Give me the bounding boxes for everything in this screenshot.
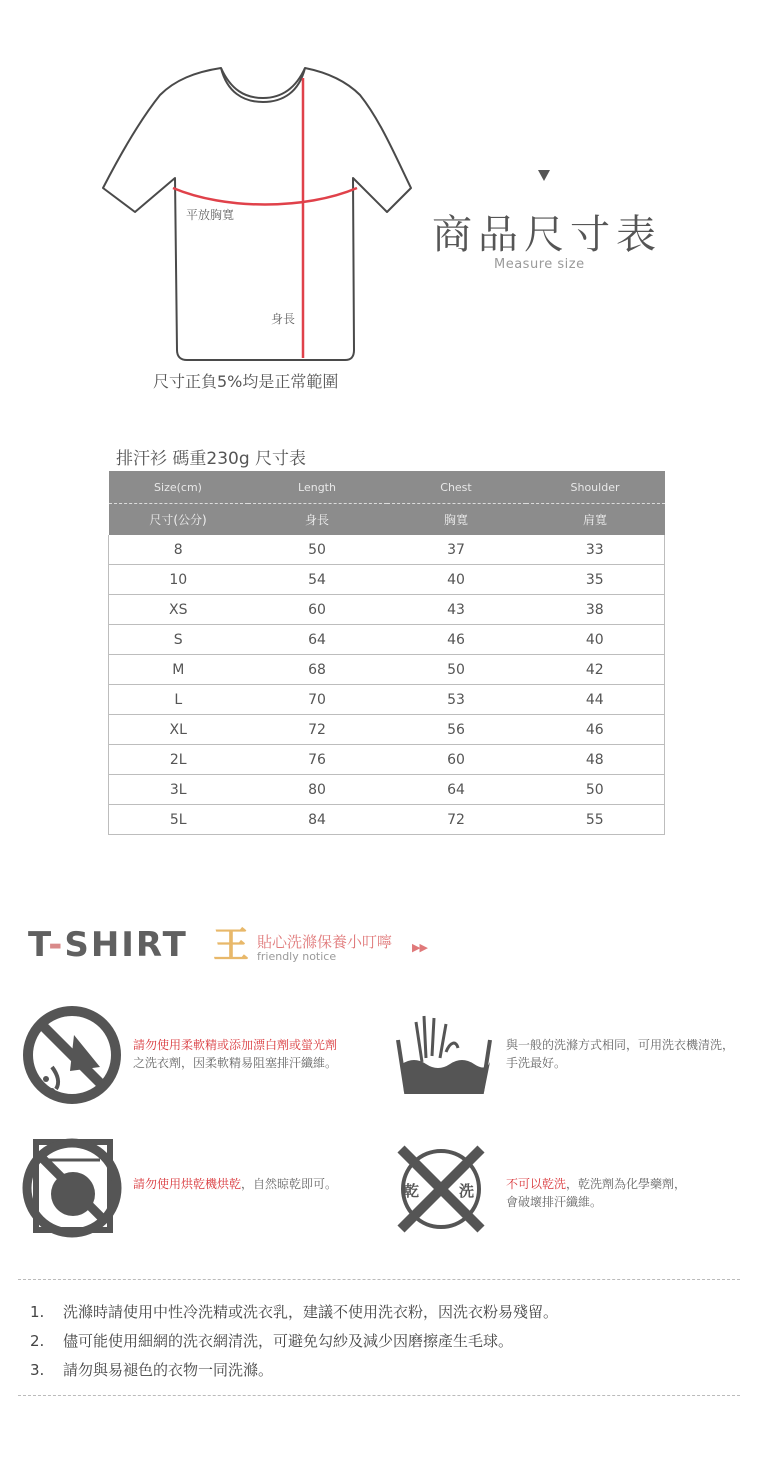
care-line: 與一般的洗滌方式相同，可用洗衣機清洗， [506, 1038, 735, 1052]
table-title: 排汗衫 碼重230g 尺寸表 [116, 449, 307, 469]
header-cell: 尺寸(公分) [109, 504, 248, 536]
brand-mark-icon: 王 [213, 925, 250, 966]
care-text-softener [133, 1036, 337, 1072]
table-cell: 2L [109, 745, 248, 775]
table-cell: M [109, 655, 248, 685]
table-cell: 50 [387, 655, 526, 685]
table-cell: 60 [387, 745, 526, 775]
no-softener-icon [22, 1005, 122, 1105]
table-cell: 37 [387, 535, 526, 565]
care-warning: 請勿使用柔軟精或添加漂白劑或螢光劑 [133, 1038, 338, 1052]
header-cell: 身長 [248, 504, 387, 536]
list-item [30, 1356, 558, 1385]
table-cell: 10 [109, 565, 248, 595]
table-row [109, 775, 665, 805]
dry-clean-char-b: 洗 [459, 1182, 475, 1200]
divider [18, 1279, 740, 1280]
table-cell: 56 [387, 715, 526, 745]
care-text-dryclean [506, 1175, 686, 1211]
brand-text-a: T [28, 925, 49, 965]
header-cell: Shoulder [526, 471, 665, 504]
table-cell: 48 [526, 745, 665, 775]
table-cell: 60 [248, 595, 387, 625]
header-row-en [109, 471, 665, 504]
care-warning: 請勿使用烘乾機烘乾 [133, 1177, 242, 1191]
table-cell: 64 [387, 775, 526, 805]
table-cell: 53 [387, 685, 526, 715]
tip-number: 3. [30, 1361, 45, 1379]
table-cell: 72 [387, 805, 526, 835]
tshirt-diagram [95, 60, 415, 370]
header-cell: 胸寬 [387, 504, 526, 536]
length-label: 身長 [271, 312, 296, 326]
table-cell: 43 [387, 595, 526, 625]
table-cell: 50 [248, 535, 387, 565]
table-cell: 44 [526, 685, 665, 715]
table-row [109, 805, 665, 835]
page-subtitle: Measure size [494, 257, 585, 272]
play-arrows-icon: ▶▶ [412, 941, 427, 954]
hand-wash-icon [392, 1012, 496, 1096]
header-row-cn [109, 504, 665, 536]
list-item [30, 1327, 558, 1356]
care-line: 會破壞排汗纖維。 [506, 1195, 603, 1209]
table-row [109, 715, 665, 745]
no-tumble-dry-icon [22, 1138, 122, 1238]
care-line: ，自然晾乾即可。 [241, 1177, 338, 1191]
care-title: 貼心洗滌保養小叮嚀 [257, 933, 393, 951]
care-line: 之洗衣劑，因柔軟精易阻塞排汗纖維。 [133, 1056, 338, 1070]
care-text-handwash [506, 1036, 734, 1072]
table-cell: 35 [526, 565, 665, 595]
page-title: 商品尺寸表 [432, 212, 662, 258]
table-cell: S [109, 625, 248, 655]
table-cell: 40 [526, 625, 665, 655]
chest-measure-line [173, 188, 357, 205]
table-cell: 54 [248, 565, 387, 595]
chest-label: 平放胸寬 [186, 208, 235, 222]
table-cell: 55 [526, 805, 665, 835]
care-subtitle: friendly notice [257, 950, 337, 963]
table-row [109, 595, 665, 625]
header-cell: Length [248, 471, 387, 504]
table-row [109, 565, 665, 595]
brand-dash: - [48, 925, 65, 965]
tip-text: 洗滌時請使用中性冷洗精或洗衣乳，建議不使用洗衣粉，因洗衣粉易殘留。 [63, 1303, 559, 1321]
tip-number: 2. [30, 1332, 45, 1350]
tip-text: 請勿與易褪色的衣物一同洗滌。 [63, 1361, 274, 1379]
header-cell: Chest [387, 471, 526, 504]
table-row [109, 535, 665, 565]
table-cell: XS [109, 595, 248, 625]
table-cell: 42 [526, 655, 665, 685]
dry-clean-char-a: 乾 [404, 1182, 420, 1200]
tips-list [30, 1298, 558, 1385]
table-cell: 46 [526, 715, 665, 745]
size-table [108, 471, 665, 835]
header-cell: 肩寬 [526, 504, 665, 536]
table-cell: 68 [248, 655, 387, 685]
care-line: ，乾洗劑為化學藥劑， [566, 1177, 687, 1191]
table-cell: 3L [109, 775, 248, 805]
tolerance-note: 尺寸正負5%均是正常範圍 [153, 372, 339, 391]
table-cell: 40 [387, 565, 526, 595]
table-row [109, 685, 665, 715]
table-cell: 5L [109, 805, 248, 835]
table-cell: 76 [248, 745, 387, 775]
table-cell: 72 [248, 715, 387, 745]
table-cell: 38 [526, 595, 665, 625]
table-cell: 8 [109, 535, 248, 565]
table-cell: L [109, 685, 248, 715]
table-cell: 64 [248, 625, 387, 655]
tip-text: 儘可能使用細網的洗衣網清洗，可避免勾紗及減少因磨擦產生毛球。 [63, 1332, 514, 1350]
table-cell: 70 [248, 685, 387, 715]
table-cell: XL [109, 715, 248, 745]
table-row [109, 625, 665, 655]
table-cell: 84 [248, 805, 387, 835]
table-cell: 33 [526, 535, 665, 565]
table-cell: 46 [387, 625, 526, 655]
care-line: 手洗最好。 [506, 1056, 567, 1070]
care-text-tumble [133, 1175, 337, 1193]
brand-text-b: SHIRT [64, 925, 188, 965]
table-cell: 80 [248, 775, 387, 805]
header-cell: Size(cm) [109, 471, 248, 504]
table-row [109, 745, 665, 775]
care-warning: 不可以乾洗 [506, 1177, 567, 1191]
down-triangle-icon [538, 170, 550, 181]
divider [18, 1395, 740, 1396]
table-row [109, 655, 665, 685]
brand-logo [28, 925, 188, 965]
tip-number: 1. [30, 1303, 45, 1321]
list-item [30, 1298, 558, 1327]
table-cell: 50 [526, 775, 665, 805]
